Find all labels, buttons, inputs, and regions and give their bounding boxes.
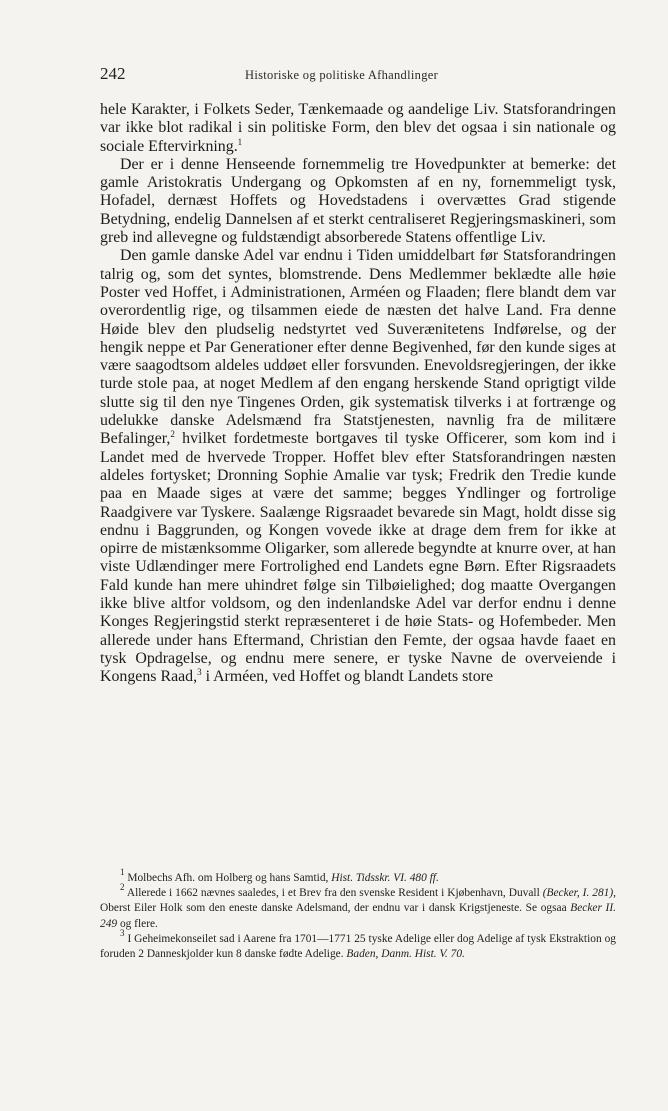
footnote-citation: (Becker, I. 281), bbox=[542, 887, 616, 900]
footnote-ref: 3 bbox=[197, 667, 202, 678]
footnote-ref: 2 bbox=[170, 429, 175, 440]
body-text bbox=[100, 101, 616, 687]
footnotes bbox=[100, 867, 616, 962]
paragraph-text: i Arméen, ved Hoffet og blandt Landets store bbox=[201, 668, 493, 686]
footnote-text: Molbechs Afh. om Holberg og hans Samtid, bbox=[127, 872, 332, 884]
footnote-mark: 3 bbox=[120, 927, 125, 938]
footnote-citation: Hist. Tidsskr. VI. 480 ff. bbox=[331, 872, 439, 884]
footnote-mark: 1 bbox=[120, 867, 125, 877]
page-number: 242 bbox=[100, 64, 126, 83]
footnote bbox=[100, 882, 616, 932]
paragraph bbox=[100, 156, 616, 247]
footnote bbox=[100, 867, 616, 886]
paragraph-text: Den gamle danske Adel var endnu i Tiden umiddelbart før Statsforandringen talrig og, som det syntes, blomstrende. Dens Medlemmer beklædte alle høie Poster ved Hoffet, i Administrationen, Arméen og Flaaden; flere blandt dem var overordentlig rige, og tilsammen eiede de næsten det halve Land. Fra denne Høide blev den pludselig nedstyrtet ved Suverænitetens Indførelse, og der hengik neppe et Par Generationer efter denne Begivenhed, før den kunde siges at være saagodtsom aldeles uddøet eller forsvunden. Enevoldsregjeringen, der ikke turde stole paa, at noget Medlem af den engang herskende Stand oprigtigt vilde slutte sig til den nye Tingenes Orden, gik systematisk tilverks i at fortrænge og udelukke danske Adelsmænd fra Statstjenesten, navnlig fra de militære Befalinger, bbox=[100, 247, 616, 448]
paragraph-text: Der er i denne Henseende fornemmelig tre Hovedpunkter at bemerke: det gamle Aristokratis Undergang og Opkomsten af en ny, fornemmeligt tysk, Hofadel, dernæst Hoffets og Hovedstadens i overvættes Grad stigende Betydning, endelig Dannelsen af et sterkt centraliseret Regjeringsmaskineri, som greb ind allevegne og fuldstændigt absorberede Statens offentlige Liv. bbox=[100, 155, 616, 247]
footnote-text: I Geheimekonseilet sad i Aarene fra 1701—1771 25 tyske Adelige eller dog Adelige af tysk Ekstraktion og foruden 2 Danneskjolder kun 8 danske fødte Adelige. bbox=[100, 932, 616, 961]
footnote-mark: 2 bbox=[120, 882, 125, 893]
running-title: Historiske og politiske Afhandlinger bbox=[245, 68, 439, 82]
paragraph-text: hele Karakter, i Folkets Seder, Tænkemaade og aandelige Liv. Statsforandringen var ikke blot radikal i sin politiske Form, den blev det ogsaa i sin nationale og sociale Eftervirkning. bbox=[100, 101, 616, 155]
footnote-text: Oberst Eiler Holk som den eneste danske Adelsmand, der endnu var i dansk Krigstjeneste. Se ogsaa bbox=[100, 902, 571, 915]
footnote-citation: Becker II. 249 bbox=[100, 902, 616, 930]
footnote-text: Allerede i 1662 nævnes saaledes, i et Brev fra den svenske Resident i Kjøbenhavn, Duvall bbox=[126, 887, 543, 900]
footnote-citation: Baden, Danm. Hist. V. 70. bbox=[346, 948, 465, 961]
paragraph-text: hvilket fordetmeste bortgaves til tyske Officerer, som kom ind i Landet med de hvervede Tropper. Hoffet blev efter Statsforandringen næsten aldeles fortysket; Dronning Sophie Amalie var tysk; Fredrik den Tredie kunde paa en Maade siges at være det samme; begges Yndlinger og fortrolige Raadgivere var Tyskere. Saalænge Rigsraadet bevarede sin Magt, holdt disse sig endnu i Baggrunden, og Kongen vovede ikke at drage dem frem for ikke at opirre de mistænksomme Oligarker, som allerede begyndte at knurre over, at han viste Udlændinger mere Fortrolighed end Landets egne Børn. Efter Rigsraadets Fald kunde han mere uhindret følge sin Tilbøielighed; dog maatte Overgangen ikke blive altfor voldsom, og den indenlandske Adel var derfor endnu i denne Konges Regjeringstid sterkt repræsenteret i de høie Stats- og Hofembeder. Men allerede under hans Eftermand, Christian den Femte, der ogsaa havde faaet en tysk Opdragelse, og endnu mere senere, er tyske Navne de overveiende i Kongens Raad, bbox=[100, 430, 616, 686]
footnote-ref: 1 bbox=[237, 136, 243, 147]
footnote bbox=[100, 927, 616, 962]
paragraph bbox=[100, 101, 616, 156]
footnote-text: og flere. bbox=[117, 917, 158, 930]
paragraph bbox=[100, 247, 616, 686]
page-header bbox=[100, 64, 616, 86]
